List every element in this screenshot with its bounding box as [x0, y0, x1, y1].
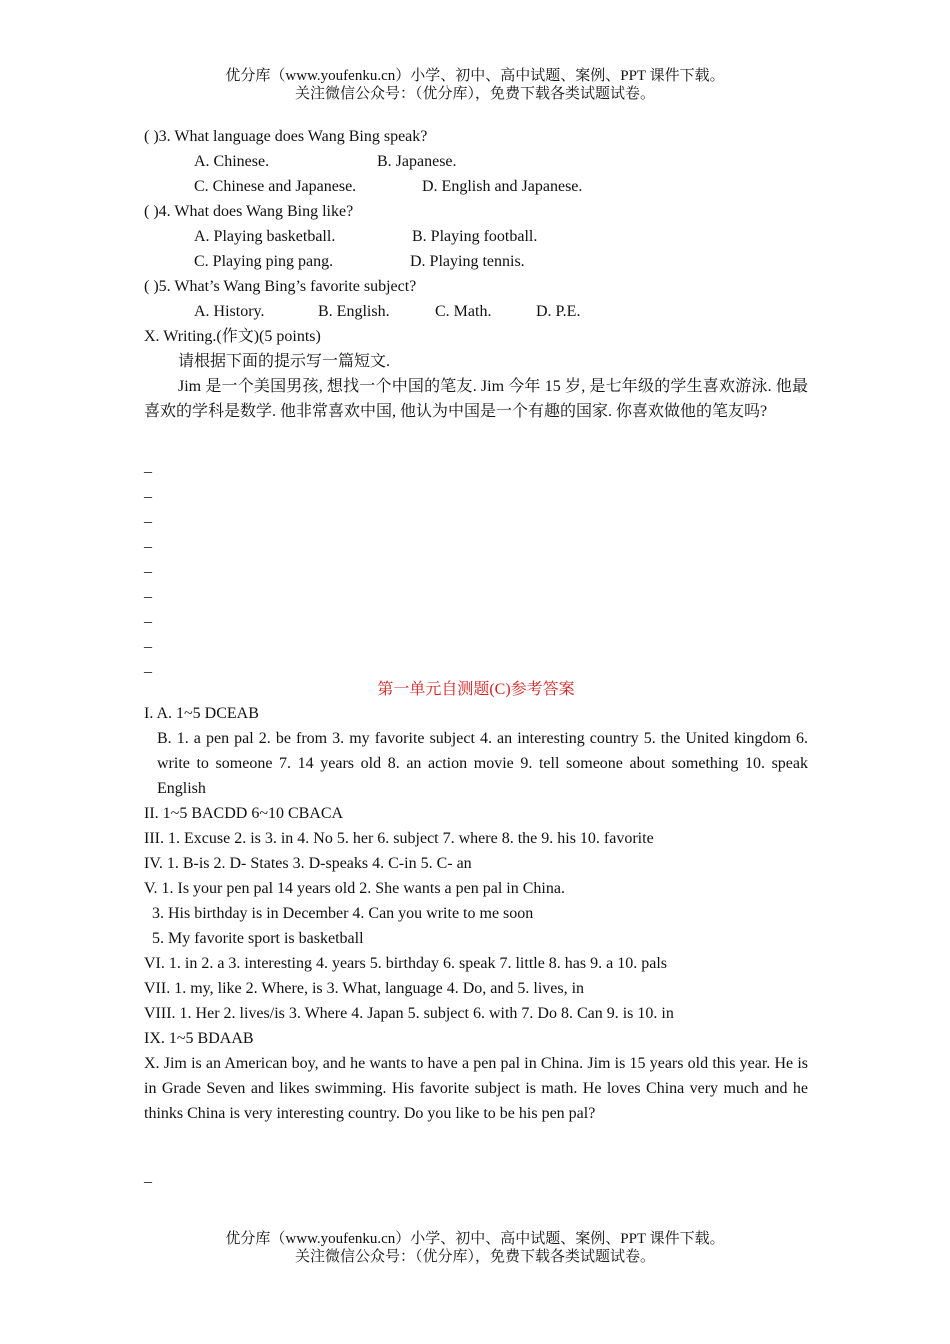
writing-instruction: 请根据下面的提示写一篇短文.	[178, 353, 391, 370]
option-3d: D. English and Japanese.	[422, 178, 583, 195]
answer-II: II. 1~5 BACDD 6~10 CBACA	[144, 805, 344, 822]
question-4-options-row-2	[144, 249, 808, 274]
answer-V-2: 3. His birthday is in December 4. Can you write to me soon	[152, 905, 534, 922]
footer-line-1: 优分库（www.youfenku.cn）小学、初中、高中试题、案例、PPT 课件下载。	[225, 1231, 725, 1247]
option-3c: C. Chinese and Japanese.	[194, 178, 357, 195]
answer-V-1: V. 1. Is your pen pal 14 years old 2. She wants a pen pal in China.	[144, 880, 565, 897]
blank-line: _	[144, 508, 152, 525]
document-body	[144, 124, 808, 1189]
option-3a: A. Chinese.	[194, 153, 270, 170]
header-line-2: 关注微信公众号：（优分库），免费下载各类试题试卷。	[294, 86, 655, 102]
question-5-options-row-1	[144, 299, 808, 324]
question-3-stem: ( )3. What language does Wang Bing speak?	[144, 128, 428, 145]
answer-I-B-text: B. 1. a pen pal 2. be from 3. my favorite subject 4. an interesting country 5. the United kingdom 6. write to someone 7. 14 years old 8. an action movie 9. tell someone about something 10. speak English	[157, 730, 808, 797]
answer-VII: VII. 1. my, like 2. Where, is 3. What, language 4. Do, and 5. lives, in	[144, 980, 585, 997]
option-5a: A. History.	[194, 303, 265, 320]
option-4a: A. Playing basketball.	[194, 228, 336, 245]
footer-line-2: 关注微信公众号：（优分库），免费下载各类试题试卷。	[294, 1249, 655, 1265]
answer-I-A: I. A. 1~5 DCEAB	[144, 705, 259, 722]
option-4c: C. Playing ping pang.	[194, 253, 334, 270]
option-4b: B. Playing football.	[412, 228, 538, 245]
answer-IX: IX. 1~5 BDAAB	[144, 1030, 254, 1047]
question-3-options-row-2	[144, 174, 808, 199]
page-footer	[0, 1230, 950, 1266]
answer-III: III. 1. Excuse 2. is 3. in 4. No 5. her 6. subject 7. where 8. the 9. his 10. favorite	[144, 830, 654, 847]
header-line-1: 优分库（www.youfenku.cn）小学、初中、高中试题、案例、PPT 课件下载。	[225, 68, 725, 84]
answer-I-B	[144, 726, 808, 801]
writing-prompt: Jim 是一个美国男孩, 想找一个中国的笔友. Jim 今年 15 岁, 是七年级的学生喜欢游泳. 他最喜欢的学科是数学. 他非常喜欢中国, 他认为中国是一个有趣的国家. 你喜欢做他的笔友吗?	[144, 378, 808, 420]
option-5d: D. P.E.	[536, 303, 581, 320]
answer-VIII: VIII. 1. Her 2. lives/is 3. Where 4. Japan 5. subject 6. with 7. Do 8. Can 9. is 10. in	[144, 1005, 674, 1022]
blank-line: _	[144, 633, 152, 650]
question-4-stem: ( )4. What does Wang Bing like?	[144, 203, 354, 220]
writing-answer-lines	[144, 454, 808, 679]
blank-line: _	[144, 583, 152, 600]
writing-title: X. Writing.(作文)(5 points)	[144, 328, 321, 345]
blank-line: _	[144, 558, 152, 575]
answer-V-3: 5. My favorite sport is basketball	[152, 930, 364, 947]
blank-line: _	[144, 608, 152, 625]
option-5c: C. Math.	[435, 303, 492, 320]
blank-line: _	[144, 458, 152, 475]
option-3b: B. Japanese.	[377, 153, 457, 170]
question-5-stem: ( )5. What’s Wang Bing’s favorite subject?	[144, 278, 417, 295]
question-3-options-row-1	[144, 149, 808, 174]
answer-IV: IV. 1. B-is 2. D- States 3. D-speaks 4. C-in 5. C- an	[144, 855, 472, 872]
blank-line: _	[144, 483, 152, 500]
blank-line: _	[144, 533, 152, 550]
option-4d: D. Playing tennis.	[410, 253, 525, 270]
option-5b: B. English.	[318, 303, 390, 320]
answers-title: 第一单元自测题(C)参考答案	[377, 681, 575, 698]
question-4-options-row-1	[144, 224, 808, 249]
answer-X: X. Jim is an American boy, and he wants to have a pen pal in China. Jim is 15 years old this year. He is in Grade Seven and likes swimming. His favorite subject is math. He loves China very much and he thinks China is very interesting country. Do you like to be his pen pal?	[144, 1055, 808, 1122]
blank-line: _	[144, 658, 152, 675]
page-header-top	[0, 67, 950, 103]
blank-line: _	[144, 1168, 152, 1185]
answer-VI: VI. 1. in 2. a 3. interesting 4. years 5. birthday 6. speak 7. little 8. has 9. a 10. pals	[144, 955, 668, 972]
